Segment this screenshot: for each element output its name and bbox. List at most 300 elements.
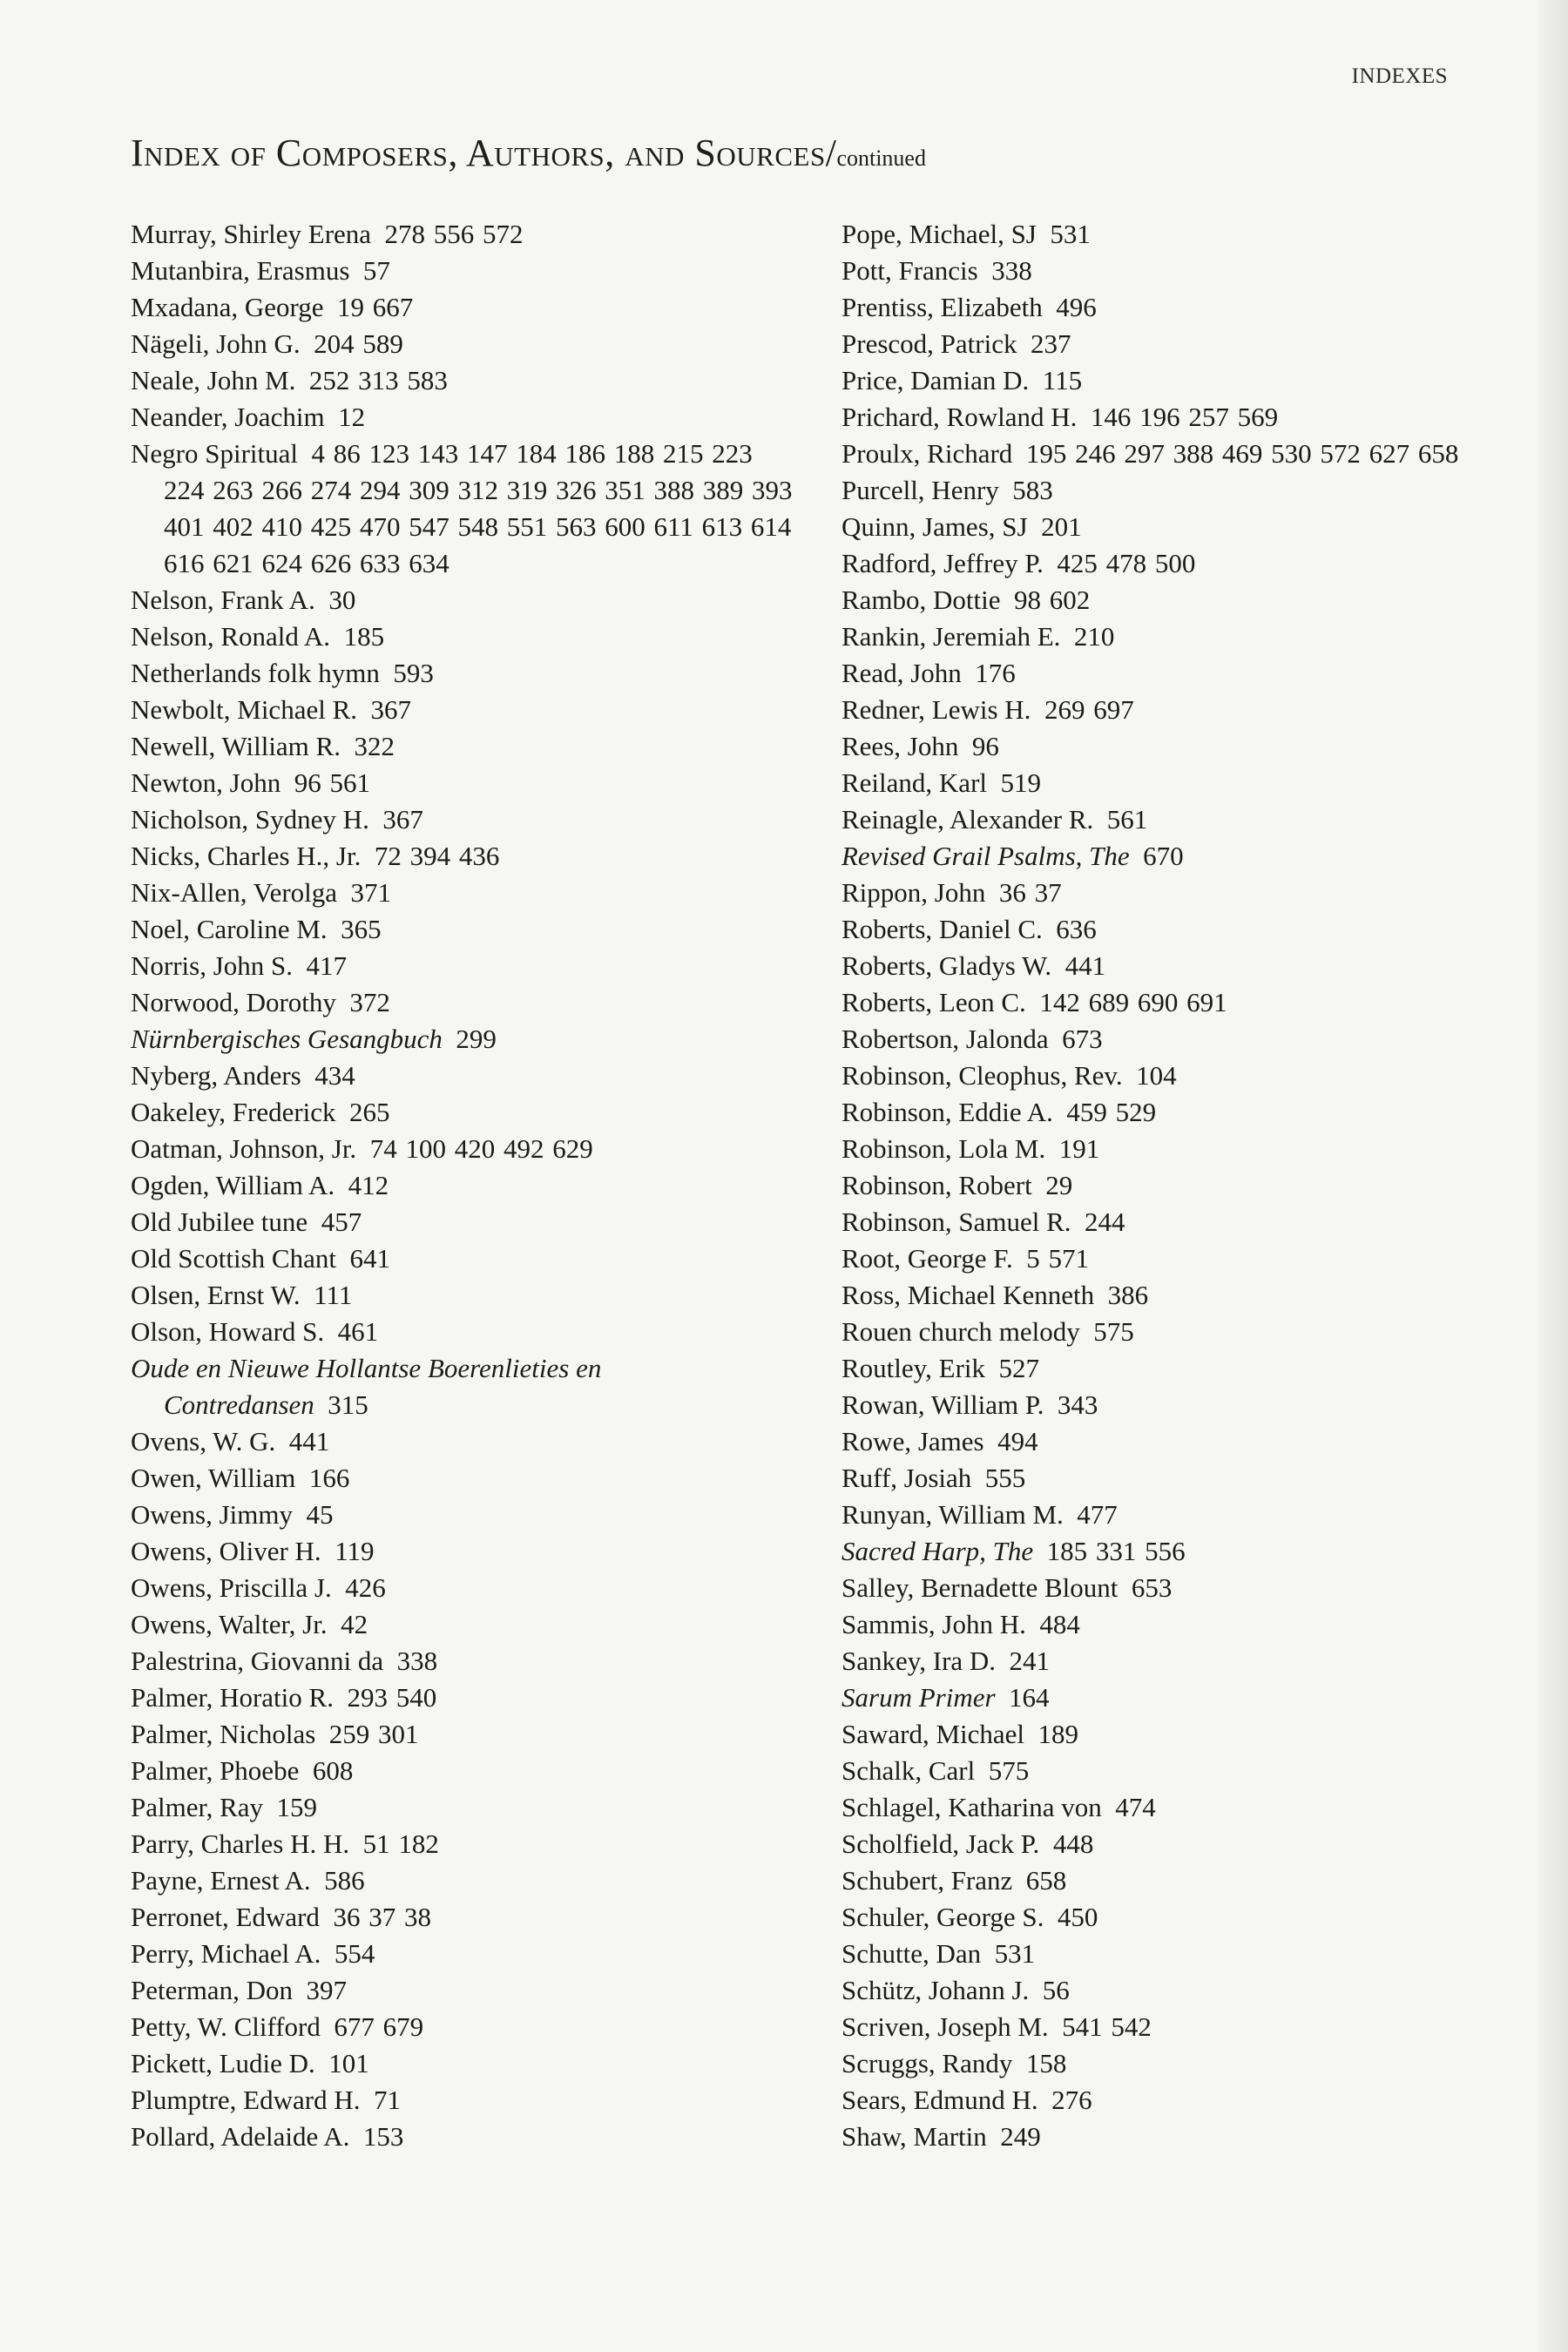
entry-pages: 386 — [1107, 1280, 1149, 1310]
entry-pages: 434 — [314, 1060, 355, 1091]
entry-pages: 531 — [994, 1938, 1036, 1969]
entry-pages: 166 — [308, 1463, 350, 1493]
entry-name: Nix-Allen, Verolga — [131, 877, 338, 908]
entry-pages: 259 301 — [328, 1719, 419, 1749]
entry-pages: 608 — [312, 1755, 354, 1786]
index-entry — [841, 2009, 1504, 2045]
entry-name: Newbolt, Michael R. — [131, 694, 358, 725]
entry-name: Norris, John S. — [131, 950, 294, 981]
entry-pages: 555 — [984, 1463, 1026, 1493]
entry-pages: 237 — [1030, 328, 1071, 359]
entry-name: Sears, Edmund H. — [841, 2085, 1038, 2115]
entry-name: Pollard, Adelaide A. — [131, 2121, 350, 2152]
index-entry — [131, 1972, 793, 2009]
entry-pages: 29 — [1045, 1170, 1073, 1200]
entry-pages: 210 — [1073, 621, 1115, 652]
entry-name: Nägeli, John G. — [131, 328, 301, 359]
entry-pages: 477 — [1077, 1499, 1118, 1530]
index-entry — [131, 326, 793, 362]
index-entry — [841, 655, 1504, 692]
entry-pages: 269 697 — [1044, 694, 1134, 725]
entry-name: Newton, John — [131, 767, 281, 798]
entry-name: Palmer, Ray — [131, 1792, 264, 1822]
index-entry — [841, 765, 1504, 801]
entry-name: Ross, Michael Kenneth — [841, 1280, 1095, 1310]
entry-pages: 372 — [349, 987, 390, 1017]
entry-pages: 45 — [306, 1499, 334, 1530]
entry-name: Quinn, James, SJ — [841, 511, 1028, 542]
entry-pages: 265 — [349, 1097, 390, 1127]
entry-name: Oude en Nieuwe Hollantse Boerenlieties en Contredansen — [131, 1353, 602, 1420]
entry-pages: 457 — [321, 1206, 362, 1237]
index-entry — [841, 289, 1504, 326]
entry-name: Neale, John M. — [131, 365, 296, 395]
index-entry — [131, 1936, 793, 1972]
index-entry — [841, 1533, 1504, 1570]
index-entry — [131, 1460, 793, 1497]
entry-name: Palmer, Horatio R. — [131, 1682, 334, 1713]
entry-name: Mxadana, George — [131, 292, 324, 322]
index-entry — [841, 1204, 1504, 1240]
index-entry — [841, 875, 1504, 911]
entry-name: Read, John — [841, 658, 962, 688]
entry-pages: 119 — [335, 1536, 375, 1566]
entry-name: Nelson, Frank A. — [131, 585, 315, 615]
index-entry — [131, 289, 793, 326]
index-entry — [841, 1460, 1504, 1497]
entry-pages: 474 — [1115, 1792, 1156, 1822]
entry-name: Roberts, Gladys W. — [841, 950, 1052, 981]
entry-pages: 72 394 436 — [374, 841, 500, 871]
entry-pages: 494 — [997, 1426, 1038, 1456]
entry-pages: 244 — [1085, 1206, 1125, 1237]
index-entry — [131, 216, 793, 253]
page-edge-shadow — [1538, 0, 1568, 2352]
entry-name: Nürnbergisches Gesangbuch — [131, 1024, 443, 1054]
index-entry — [841, 1789, 1504, 1826]
entry-name: Robinson, Samuel R. — [841, 1206, 1071, 1237]
index-entry — [131, 1131, 793, 1167]
entry-name: Redner, Lewis H. — [841, 694, 1031, 725]
entry-pages: 57 — [362, 255, 390, 286]
index-entry — [131, 1570, 793, 1606]
entry-name: Pope, Michael, SJ — [841, 219, 1037, 249]
entry-pages: 293 540 — [347, 1682, 437, 1713]
entry-pages: 519 — [1000, 767, 1042, 798]
index-entry — [841, 692, 1504, 728]
index-entry — [841, 1423, 1504, 1460]
entry-pages: 531 — [1050, 219, 1091, 249]
entry-name: Old Jubilee tune — [131, 1206, 308, 1237]
entry-pages: 586 — [324, 1865, 365, 1896]
index-entry — [841, 509, 1504, 545]
index-entry — [131, 1753, 793, 1789]
index-entry — [131, 2009, 793, 2045]
index-entry — [131, 253, 793, 289]
entry-pages: 673 — [1062, 1024, 1103, 1054]
index-entry — [131, 1716, 793, 1753]
entry-name: Schlagel, Katharina von — [841, 1792, 1102, 1822]
index-entry — [131, 436, 793, 582]
entry-pages: 153 — [362, 2121, 404, 2152]
entry-pages: 641 — [349, 1243, 390, 1274]
entry-name: Robertson, Jalonda — [841, 1024, 1049, 1054]
entry-name: Pickett, Ludie D. — [131, 2048, 315, 2078]
index-entry — [131, 728, 793, 765]
entry-name: Netherlands folk hymn — [131, 658, 380, 688]
index-entry — [841, 1387, 1504, 1423]
index-entry — [841, 1753, 1504, 1789]
entry-name: Nicholson, Sydney H. — [131, 804, 369, 835]
index-entry — [841, 1570, 1504, 1606]
entry-pages: 71 — [373, 2085, 401, 2115]
entry-name: Sarum Primer — [841, 1682, 996, 1713]
entry-pages: 367 — [370, 694, 412, 725]
entry-name: Rowan, William P. — [841, 1389, 1044, 1420]
entry-name: Rowe, James — [841, 1426, 984, 1456]
index-entry — [131, 948, 793, 984]
entry-pages: 42 — [341, 1609, 368, 1639]
entry-pages: 158 — [1025, 2048, 1067, 2078]
entry-name: Schuler, George S. — [841, 1902, 1044, 1932]
entry-name: Nicks, Charles H., Jr. — [131, 841, 362, 871]
entry-name: Ruff, Josiah — [841, 1463, 972, 1493]
entry-name: Radford, Jeffrey P. — [841, 548, 1044, 578]
index-entry — [131, 1167, 793, 1204]
entry-name: Scruggs, Randy — [841, 2048, 1013, 2078]
entry-name: Routley, Erik — [841, 1353, 986, 1383]
entry-name: Palestrina, Giovanni da — [131, 1646, 384, 1676]
index-entry — [131, 1826, 793, 1862]
entry-pages: 176 — [975, 658, 1016, 688]
entry-pages: 185 — [343, 621, 385, 652]
entry-pages: 36 37 38 — [333, 1902, 431, 1932]
entry-pages: 484 — [1039, 1609, 1080, 1639]
index-entry — [841, 1680, 1504, 1716]
index-entry — [131, 1497, 793, 1533]
entry-name: Palmer, Phoebe — [131, 1755, 300, 1786]
entry-pages: 575 — [988, 1755, 1030, 1786]
entry-pages: 315 — [328, 1389, 368, 1420]
index-column-right — [841, 216, 1504, 2155]
index-entry — [841, 1606, 1504, 1643]
index-entry — [131, 801, 793, 838]
entry-name: Schütz, Johann J. — [841, 1975, 1030, 2005]
entry-pages: 241 — [1009, 1646, 1051, 1676]
index-entry — [841, 728, 1504, 765]
entry-pages: 19 667 — [337, 292, 414, 322]
entry-pages: 201 — [1041, 511, 1082, 542]
entry-name: Robinson, Cleophus, Rev. — [841, 1060, 1123, 1091]
entry-pages: 36 37 — [998, 877, 1062, 908]
index-entry — [131, 618, 793, 655]
entry-pages: 426 — [345, 1572, 386, 1603]
entry-name: Perronet, Edward — [131, 1902, 320, 1932]
entry-name: Petty, W. Clifford — [131, 2011, 321, 2042]
index-entry — [841, 801, 1504, 838]
entry-name: Newell, William R. — [131, 731, 341, 761]
index-entry — [131, 875, 793, 911]
index-entry — [131, 765, 793, 801]
entry-pages: 195 246 297 388 469 530 572 627 658 — [1025, 438, 1459, 469]
entry-pages: 365 — [341, 914, 382, 944]
index-entry — [131, 1058, 793, 1094]
entry-pages: 185 331 556 — [1046, 1536, 1186, 1566]
index-entry — [131, 838, 793, 875]
page-title — [131, 131, 1490, 175]
index-entry — [841, 1826, 1504, 1862]
index-entry — [841, 582, 1504, 618]
entry-name: Robinson, Lola M. — [841, 1133, 1046, 1164]
entry-pages: 670 — [1143, 841, 1184, 871]
index-entry — [841, 838, 1504, 875]
index-entry — [841, 1131, 1504, 1167]
entry-pages: 561 — [1106, 804, 1148, 835]
index-entry — [841, 911, 1504, 948]
entry-pages: 448 — [1052, 1828, 1094, 1859]
index-entry — [131, 1204, 793, 1240]
index-entry — [131, 1021, 793, 1058]
index-entry — [841, 948, 1504, 984]
entry-name: Schubert, Franz — [841, 1865, 1013, 1896]
entry-name: Reinagle, Alexander R. — [841, 804, 1094, 835]
entry-name: Owens, Walter, Jr. — [131, 1609, 328, 1639]
entry-name: Revised Grail Psalms, The — [841, 841, 1130, 871]
entry-name: Owens, Oliver H. — [131, 1536, 321, 1566]
index-entry — [131, 1680, 793, 1716]
entry-name: Oakeley, Frederick — [131, 1097, 336, 1127]
entry-pages: 101 — [328, 2048, 369, 2078]
entry-name: Sankey, Ira D. — [841, 1646, 997, 1676]
index-entry — [131, 2119, 793, 2155]
entry-pages: 98 602 — [1014, 585, 1091, 615]
entry-pages: 159 — [276, 1792, 318, 1822]
index-entry — [131, 984, 793, 1021]
index-entry — [841, 1314, 1504, 1350]
entry-name: Reiland, Karl — [841, 767, 988, 798]
index-entry — [131, 1240, 793, 1277]
entry-name: Price, Damian D. — [841, 365, 1030, 395]
entry-pages: 249 — [1000, 2121, 1041, 2152]
entry-name: Murray, Shirley Erena — [131, 219, 372, 249]
entry-name: Proulx, Richard — [841, 438, 1013, 469]
entry-pages: 299 — [456, 1024, 497, 1054]
index-entry — [841, 1862, 1504, 1899]
entry-name: Plumptre, Edward H. — [131, 2085, 361, 2115]
entry-name: Owens, Jimmy — [131, 1499, 293, 1530]
entry-name: Norwood, Dorothy — [131, 987, 336, 1017]
index-entry — [131, 362, 793, 399]
entry-name: Scholfield, Jack P. — [841, 1828, 1040, 1859]
entry-pages: 104 — [1136, 1060, 1177, 1091]
entry-name: Rees, John — [841, 731, 959, 761]
entry-pages: 338 — [396, 1646, 438, 1676]
index-entry — [131, 1862, 793, 1899]
entry-name: Rippon, John — [841, 877, 986, 908]
entry-pages: 146 196 257 569 — [1090, 402, 1279, 432]
entry-pages: 96 — [971, 731, 999, 761]
entry-name: Shaw, Martin — [841, 2121, 987, 2152]
entry-name: Prescod, Patrick — [841, 328, 1017, 359]
entry-name: Olson, Howard S. — [131, 1316, 325, 1347]
entry-name: Payne, Ernest A. — [131, 1865, 311, 1896]
entry-pages: 74 100 420 492 629 — [369, 1133, 593, 1164]
index-entry — [841, 1497, 1504, 1533]
index-entry — [131, 655, 793, 692]
entry-pages: 322 — [354, 731, 395, 761]
index-entry — [841, 253, 1504, 289]
index-entry — [131, 692, 793, 728]
entry-name: Olsen, Ernst W. — [131, 1280, 301, 1310]
entry-name: Sammis, John H. — [841, 1609, 1026, 1639]
index-entry — [131, 1277, 793, 1314]
entry-pages: 450 — [1057, 1902, 1098, 1932]
entry-pages: 441 — [288, 1426, 330, 1456]
entry-name: Rouen church melody — [841, 1316, 1080, 1347]
index-entry — [841, 472, 1504, 509]
index-entry — [841, 1936, 1504, 1972]
entry-name: Old Scottish Chant — [131, 1243, 336, 1274]
entry-pages: 56 — [1042, 1975, 1070, 2005]
title-continued: continued — [836, 145, 926, 171]
entry-name: Saward, Michael — [841, 1719, 1025, 1749]
entry-name: Negro Spiritual — [131, 438, 298, 469]
entry-pages: 441 — [1064, 950, 1106, 981]
entry-name: Parry, Charles H. H. — [131, 1828, 350, 1859]
index-entry — [841, 1058, 1504, 1094]
index-entry — [841, 326, 1504, 362]
entry-pages: 111 — [314, 1280, 353, 1310]
index-entry — [841, 1021, 1504, 1058]
entry-pages: 142 689 690 691 — [1039, 987, 1227, 1017]
entry-name: Rankin, Jeremiah E. — [841, 621, 1061, 652]
index-entry — [131, 1899, 793, 1936]
entry-name: Mutanbira, Erasmus — [131, 255, 350, 286]
index-entry — [841, 1899, 1504, 1936]
entry-pages: 554 — [334, 1938, 375, 1969]
entry-name: Peterman, Don — [131, 1975, 293, 2005]
entry-pages: 412 — [348, 1170, 389, 1200]
entry-name: Ogden, William A. — [131, 1170, 335, 1200]
index-entry — [841, 1094, 1504, 1131]
entry-pages: 496 — [1056, 292, 1097, 322]
index-entry — [841, 545, 1504, 582]
index-entry — [131, 1094, 793, 1131]
entry-name: Owen, William — [131, 1463, 296, 1493]
index-entry — [841, 216, 1504, 253]
title-main: Index of Composers, Authors, and Sources/ — [131, 132, 837, 174]
entry-name: Oatman, Johnson, Jr. — [131, 1133, 357, 1164]
index-entry — [131, 911, 793, 948]
index-entry — [841, 1716, 1504, 1753]
entry-name: Ovens, W. G. — [131, 1426, 276, 1456]
entry-pages: 425 478 500 — [1057, 548, 1196, 578]
entry-name: Schutte, Dan — [841, 1938, 982, 1969]
index-entry — [841, 1972, 1504, 2009]
entry-name: Scriven, Joseph M. — [841, 2011, 1049, 2042]
entry-name: Neander, Joachim — [131, 402, 325, 432]
entry-pages: 164 — [1009, 1682, 1050, 1713]
index-entry — [131, 1423, 793, 1460]
entry-pages: 371 — [350, 877, 392, 908]
entry-name: Sacred Harp, The — [841, 1536, 1034, 1566]
entry-pages: 593 — [393, 658, 434, 688]
index-entry — [841, 1350, 1504, 1387]
index-entry — [131, 582, 793, 618]
index-entry — [841, 436, 1504, 472]
entry-pages: 115 — [1042, 365, 1083, 395]
entry-name: Noel, Caroline M. — [131, 914, 328, 944]
entry-pages: 204 589 — [314, 328, 403, 359]
running-header: INDEXES — [1351, 64, 1448, 88]
index-entry — [841, 399, 1504, 436]
entry-pages: 658 — [1025, 1865, 1067, 1896]
entry-name: Rambo, Dottie — [841, 585, 1001, 615]
index-entry — [131, 1314, 793, 1350]
entry-pages: 276 — [1051, 2085, 1092, 2115]
entry-pages: 338 — [991, 255, 1032, 286]
entry-name: Schalk, Carl — [841, 1755, 976, 1786]
index-entry — [841, 1277, 1504, 1314]
entry-pages: 278 556 572 — [384, 219, 524, 249]
entry-name: Prentiss, Elizabeth — [841, 292, 1043, 322]
entry-name: Roberts, Daniel C. — [841, 914, 1043, 944]
entry-pages: 367 — [382, 804, 423, 835]
index-entry — [841, 2082, 1504, 2119]
entry-name: Owens, Priscilla J. — [131, 1572, 332, 1603]
index-entry — [841, 984, 1504, 1021]
entry-pages: 397 — [306, 1975, 347, 2005]
entry-pages: 583 — [1012, 475, 1053, 505]
index-entry — [131, 1533, 793, 1570]
entry-name: Roberts, Leon C. — [841, 987, 1026, 1017]
index-column-left — [131, 216, 793, 2155]
index-entry — [131, 1643, 793, 1680]
entry-name: Salley, Bernadette Blount — [841, 1572, 1119, 1603]
entry-pages: 417 — [306, 950, 348, 981]
index-entry — [841, 1167, 1504, 1204]
entry-pages: 343 — [1057, 1389, 1098, 1420]
entry-pages: 459 529 — [1066, 1097, 1157, 1127]
entry-name: Purcell, Henry — [841, 475, 999, 505]
entry-pages: 30 — [328, 585, 356, 615]
index-entry — [841, 2045, 1504, 2082]
index-entry — [131, 1789, 793, 1826]
index-entry — [841, 1643, 1504, 1680]
entry-pages: 677 679 — [334, 2011, 424, 2042]
index-entry — [841, 1240, 1504, 1277]
index-entry — [131, 2082, 793, 2119]
index-entry — [841, 362, 1504, 399]
entry-pages: 653 — [1131, 1572, 1173, 1603]
entry-pages: 12 — [338, 402, 366, 432]
entry-name: Robinson, Eddie A. — [841, 1097, 1053, 1127]
entry-name: Palmer, Nicholas — [131, 1719, 316, 1749]
entry-name: Nelson, Ronald A. — [131, 621, 331, 652]
entry-pages: 189 — [1037, 1719, 1079, 1749]
entry-pages: 96 561 — [294, 767, 370, 798]
entry-name: Nyberg, Anders — [131, 1060, 301, 1091]
entry-pages: 252 313 583 — [308, 365, 448, 395]
entry-pages: 636 — [1056, 914, 1097, 944]
index-entry — [131, 1350, 793, 1423]
index-entry — [841, 2119, 1504, 2155]
index-entry — [131, 1606, 793, 1643]
entry-pages: 5 571 — [1026, 1243, 1089, 1274]
entry-name: Perry, Michael A. — [131, 1938, 321, 1969]
entry-name: Runyan, William M. — [841, 1499, 1064, 1530]
entry-pages: 575 — [1093, 1316, 1134, 1347]
